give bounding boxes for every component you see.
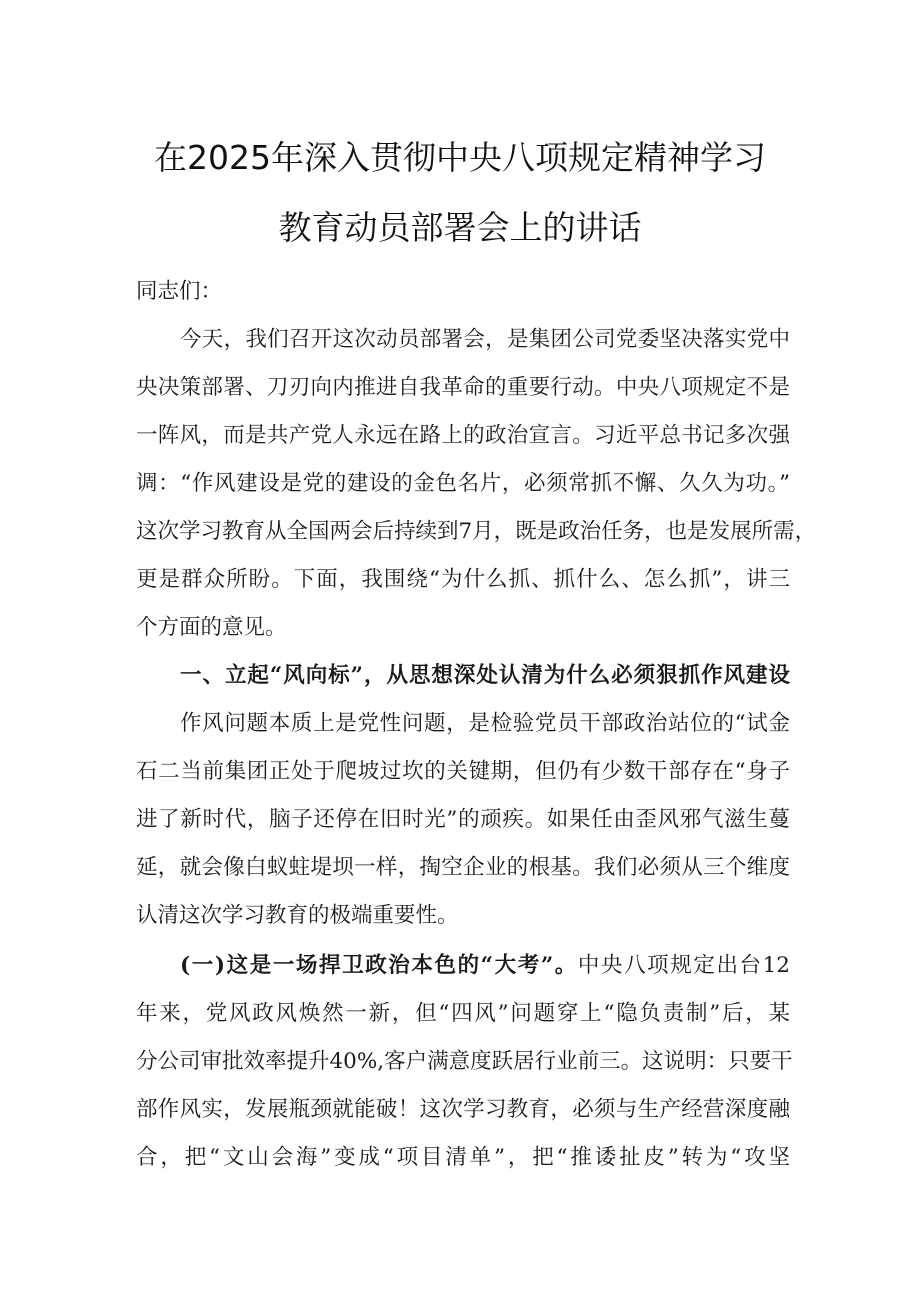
- paragraph-line: 作风问题本质上是党性问题，是检验党员干部政治站位的“试金: [180, 711, 790, 736]
- paragraph-line: 一阵风，而是共产党人永远在路上的政治宣言。习近平总书记多次强: [136, 423, 790, 448]
- document-title-line-1: 在2025年深入贯彻中央八项规定精神学习: [154, 138, 766, 177]
- paragraph-line: 石二当前集团正处于爬坡过坎的关键期，但仍有少数干部存在“身子: [136, 759, 790, 784]
- paragraph-line: 央决策部署、刀刃向内推进自我革命的重要行动。中央八项规定不是: [136, 375, 790, 400]
- paragraph-line: 更是群众所盼。下面，我围绕“为什么抓、抓什么、怎么抓”，讲三: [136, 567, 790, 592]
- paragraph-line: 部作风实，发展瓶颈就能破！这次学习教育，必须与生产经营深度融: [136, 1097, 790, 1122]
- document-title-line-2: 教育动员部署会上的讲话: [278, 208, 642, 247]
- paragraph-line: 个方面的意见。: [136, 615, 287, 640]
- salutation: 同志们：: [136, 279, 223, 304]
- paragraph-line: 认清这次学习教育的极端重要性。: [136, 903, 459, 928]
- paragraph-line: 延，就会像白蚁蛀堤坝一样，掏空企业的根基。我们必须从三个维度: [136, 855, 790, 880]
- subheading-line: [180, 942, 790, 990]
- paragraph-line: 分公司审批效率提升40%,客户满意度跃居行业前三。这说明：只要干: [136, 1049, 793, 1074]
- paragraph-line: 进了新时代，脑子还停在旧时光”的顽疾。如果任由歪风邪气滋生蔓: [136, 807, 790, 832]
- subsection-heading: (一)这是一场捍卫政治本色的“大考”。: [180, 953, 578, 978]
- paragraph-line: 这次学习教育从全国两会后持续到7月，既是政治任务，也是发展所需，: [136, 519, 817, 544]
- paragraph-line: 调：“作风建设是党的建设的金色名片，必须常抓不懈、久久为功。”: [136, 471, 790, 496]
- paragraph-line: 年来，党风政风焕然一新，但“四风”问题穿上“隐负责制”后，某: [136, 1001, 790, 1026]
- paragraph-line: 今天，我们召开这次动员部署会，是集团公司党委坚决落实党中: [180, 327, 790, 352]
- paragraph-run: 中央八项规定出台12: [577, 953, 790, 978]
- paragraph-line: 合，把“文山会海”变成“项目清单”，把“推诿扯皮”转为“攻坚: [136, 1145, 790, 1170]
- section-heading: 一、立起“风向标”，从思想深处认清为什么必须狠抓作风建设: [180, 663, 790, 688]
